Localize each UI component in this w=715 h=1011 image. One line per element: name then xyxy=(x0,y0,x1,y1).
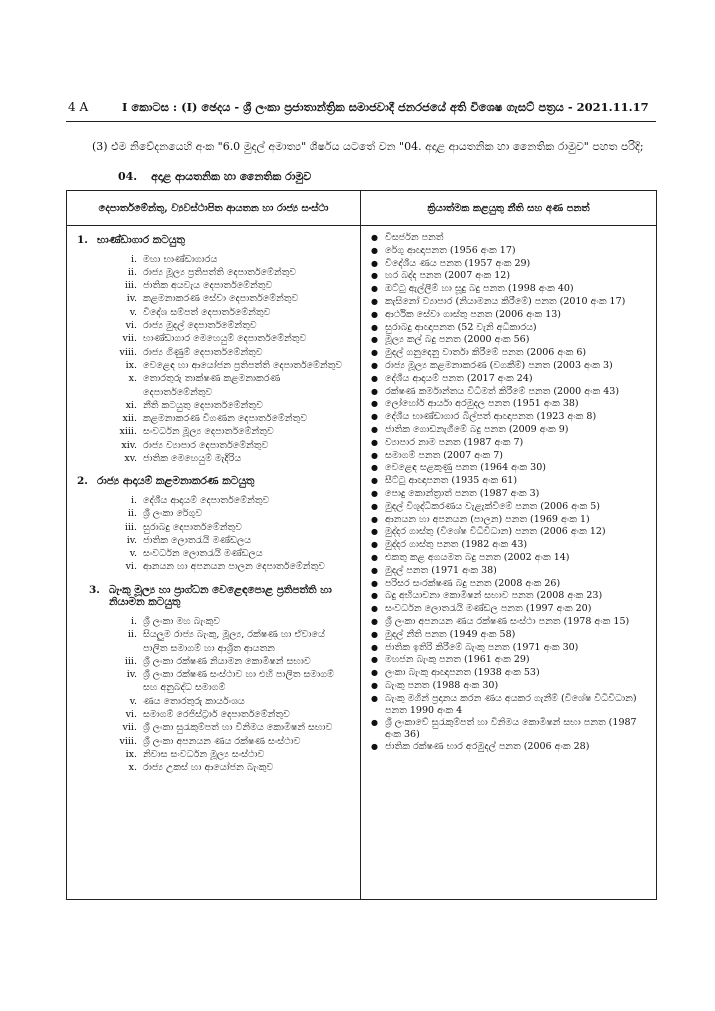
act-name: සීට්ටු ආඥාපනත (1935 අංක 61) xyxy=(385,475,518,487)
act-item xyxy=(371,437,650,450)
institution-item xyxy=(111,292,354,305)
institution-name: ජාතික ලොතරැයි මණ්ඩලය xyxy=(143,534,252,546)
group-title: බැංකු මූල්‍ය හා ප්‍රාග්ධන වෙළෙඳපොළ ප්‍රතිපත්ති හා නියාමන කටයුතු xyxy=(109,583,332,609)
institution-item xyxy=(111,695,354,708)
intro-paragraph: (3) එම නිවේදනයෙහි අංක "6.0 මුදල් අමාත්‍ය" ශීර්ෂය යටතේ වන "04. අදාළ ආයතනික හා නෛතික රාමුව" පහත පරිදි; xyxy=(92,140,644,153)
institution-name: තොරතුරු තාක්ෂණ කළමනාකරණ දෙපාර්තමේන්තුව xyxy=(143,373,281,398)
act-name: ලංකා බැංකු ආඥාපනත (1938 අංක 53) xyxy=(385,667,540,679)
institution-item xyxy=(111,628,354,655)
act-name: විදේශීය ණය පනත (1957 අංක 29) xyxy=(385,257,531,269)
act-item xyxy=(371,717,650,741)
item-numeral: xiii. xyxy=(119,426,137,438)
framework-table xyxy=(66,190,657,900)
bullet-icon: ● xyxy=(371,476,378,486)
act-name: විසර්ජන පනත් xyxy=(385,232,444,243)
institution-name: රාජ්‍ය මුදල් දෙපාර්තමේන්තුව xyxy=(143,320,257,332)
act-item xyxy=(371,450,650,463)
item-numeral: v. xyxy=(129,548,137,560)
institution-item xyxy=(111,279,354,292)
bullet-icon: ● xyxy=(371,245,378,255)
act-item xyxy=(371,462,650,475)
institution-name: ජාතික අයවැය දෙපාර්තමේන්තුව xyxy=(143,280,273,292)
group-heading xyxy=(77,475,354,488)
bullet-icon: ● xyxy=(371,540,378,550)
bullet-icon: ● xyxy=(371,668,378,678)
act-name: සමාගම් පනත (2007 අංක 7) xyxy=(385,449,503,461)
institutions-cell xyxy=(67,226,361,900)
act-name: රේගු ආඥාපනත (1956 අංක 17) xyxy=(385,244,516,256)
bullet-icon: ● xyxy=(371,642,378,652)
act-name: ජාතික ගොඩනැගීමේ බදු පනත (2009 අංක 9) xyxy=(385,423,569,435)
act-name: සුරාබදු ආඥාපනත (52 වැනි අධිකාරය) xyxy=(385,321,537,333)
institution-item xyxy=(111,452,354,465)
act-name: බැංකු මගින් ප්‍රදානය කරන ණය අයකර ගැනීම් (විශේෂ විධිවිධාන) පනත 1990 අංක 4 xyxy=(385,692,637,716)
group-number: 3. xyxy=(89,583,100,596)
bullet-icon: ● xyxy=(371,741,378,751)
bullet-icon: ● xyxy=(371,348,378,358)
acts-list xyxy=(371,232,650,754)
item-numeral: v. xyxy=(129,306,137,318)
bullet-icon: ● xyxy=(371,437,378,447)
institution-name: නීති කටයුතු දෙපාර්තමේන්තුව xyxy=(143,399,263,411)
institution-item xyxy=(111,306,354,319)
bullet-icon: ● xyxy=(371,296,378,306)
bullet-icon: ● xyxy=(371,488,378,498)
group-heading xyxy=(89,584,354,609)
act-name: මුදල් විශුද්ධිකරණය වැළැක්වීමේ පනත (2006 අංක 5) xyxy=(385,500,600,512)
act-item xyxy=(371,654,650,667)
institution-list xyxy=(77,253,354,466)
table-header-row xyxy=(67,191,657,226)
act-name: ජාතික ඉතිරි කිරීමේ බැංකු පනත (1971 අංක 30) xyxy=(385,641,579,653)
act-item xyxy=(371,309,650,322)
institution-name: ශ්‍රී ලංකා රේගුව xyxy=(143,508,203,520)
bullet-icon: ● xyxy=(371,373,378,383)
act-name: මුදල් ගනුදෙනු වාර්තා කිරීමේ පනත (2006 අංක 6) xyxy=(385,347,587,359)
institution-name: මහා භාණ්ඩාගාරය xyxy=(143,253,218,265)
act-item xyxy=(371,360,650,373)
act-item xyxy=(371,501,650,514)
act-name: මුදල් නීති පනත (1949 අංක 58) xyxy=(385,628,516,640)
institution-name: රාජ්‍ය උකස් හා ආයෝජන බැංකුව xyxy=(143,762,274,774)
bullet-icon: ● xyxy=(371,309,378,319)
item-numeral: xi. xyxy=(125,399,137,411)
institution-name: ශ්‍රී ලංකා අපනයන ණය රක්ෂණ සංස්ථාව xyxy=(143,735,301,747)
act-name: දේශීය ආදායම් පනත (2017 අංක 24) xyxy=(385,372,533,384)
institution-list xyxy=(77,615,354,775)
act-name: මුදල් පනත (1971 අංක 38) xyxy=(385,564,497,576)
act-item xyxy=(371,616,650,629)
bullet-icon: ● xyxy=(371,655,378,665)
bullet-icon: ● xyxy=(371,680,378,690)
institution-name: සමාගම් රෙජිස්ට්‍රාර් දෙපාර්තමේන්තුව xyxy=(143,708,290,720)
institution-item xyxy=(111,735,354,748)
item-numeral: vii. xyxy=(122,722,137,734)
item-numeral: viii. xyxy=(119,735,137,747)
bullet-icon: ● xyxy=(371,578,378,588)
act-item xyxy=(371,270,650,283)
institution-name: ජාතික මෙහෙයුම් මැදිරිය xyxy=(143,453,242,465)
institution-item xyxy=(111,761,354,774)
gazette-header-title: I කොටස : (I) ඡෙදය - ශ්‍රී ලංකා ප්‍රජාතාන්ත්‍රික සමාජවාදී ජනරජයේ අති විශෙෂ ගැසට් පත්‍රය - 2021.11.17 xyxy=(122,100,649,114)
institution-name: කළමනාකරණ සේවා දෙපාර්තමේන්තුව xyxy=(143,293,299,305)
act-name: එකතු කළ අගයමත බදු පනත (2002 අංක 14) xyxy=(385,551,570,563)
institution-name: වෙළෙඳ හා ආයෝජන ප්‍රතිපත්ති දෙපාර්තමේන්තුව xyxy=(143,359,343,371)
item-numeral: x. xyxy=(128,373,137,385)
act-item xyxy=(371,258,650,271)
institution-item xyxy=(111,359,354,372)
institution-item xyxy=(111,507,354,520)
act-item xyxy=(371,539,650,552)
act-item xyxy=(371,488,650,501)
act-item xyxy=(371,741,650,754)
institution-item xyxy=(111,655,354,668)
bullet-icon: ● xyxy=(371,463,378,473)
institution-name: රාජ්‍ය මූල්‍ය ප්‍රතිපත්ති දෙපාර්තමේන්තුව xyxy=(143,266,297,278)
institution-item xyxy=(111,425,354,438)
act-item xyxy=(371,603,650,616)
bullet-icon: ● xyxy=(371,591,378,601)
act-name: මහජන බැංකු පනත (1961 අංක 29) xyxy=(385,654,530,666)
act-item xyxy=(371,334,650,347)
bullet-icon: ● xyxy=(371,552,378,562)
act-item xyxy=(371,245,650,258)
institution-item xyxy=(111,412,354,425)
act-name: ලෝහෝර් ආර්යා අරමුදල පනත (1951 අංක 38) xyxy=(385,398,579,410)
act-item xyxy=(371,578,650,591)
column-header-institutions: දෙපාර්තමේන්තු, ව්‍යවස්ථාපිත ආයතන හා රාජ්‍ය සංස්ථා xyxy=(67,191,361,226)
bullet-icon: ● xyxy=(371,717,378,727)
item-numeral: vi. xyxy=(125,320,137,332)
act-item xyxy=(371,667,650,680)
group-title: රාජ්‍ය ආදායම් කළමනාකරණ කටයුතු xyxy=(97,475,255,488)
institution-item xyxy=(111,266,354,279)
act-item xyxy=(371,424,650,437)
institution-item xyxy=(111,332,354,345)
institution-name: ශ්‍රී ලංකා මහ බැංකුව xyxy=(143,615,221,627)
institution-name: නිවාස සංවර්ධන මූල්‍ය සංස්ථාව xyxy=(143,748,265,760)
item-numeral: i. xyxy=(130,253,137,265)
item-numeral: ii. xyxy=(127,629,137,641)
act-name: කැසිනෝ ව්‍යාපාර (නියාමනය කිරීමේ) පනත (2010 අංක 17) xyxy=(385,295,626,307)
institution-name: රාජ්‍ය ව්‍යාපාර දෙපාර්තමේන්තුව xyxy=(143,439,269,451)
bullet-icon: ● xyxy=(371,399,378,409)
act-name: මුද්දර ගාස්තු පනත (1982 අංක 43) xyxy=(385,539,528,551)
item-numeral: i. xyxy=(130,615,137,627)
section-title: අදාළ ආයතනික හා නෛතික රාමුව xyxy=(151,170,312,183)
act-item xyxy=(371,475,650,488)
institution-item xyxy=(111,399,354,412)
act-name: බැංකු පනත (1988 අංක 30) xyxy=(385,679,499,691)
bullet-icon: ● xyxy=(371,335,378,345)
institution-item xyxy=(111,615,354,628)
institution-name: සංවර්ධන මූල්‍ය දෙපාර්තමේන්තුව xyxy=(143,426,274,438)
item-numeral: iv. xyxy=(126,534,137,546)
item-numeral: x. xyxy=(128,762,137,774)
item-numeral: vi. xyxy=(125,561,137,573)
act-item xyxy=(371,590,650,603)
institution-name: ශ්‍රී ලංකා සුරැකුම්පත් හා විනිමය කොමිෂන් සභාව xyxy=(143,722,333,734)
bullet-icon: ● xyxy=(371,514,378,524)
item-numeral: viii. xyxy=(119,346,137,358)
institution-item xyxy=(111,521,354,534)
institution-name: කළමනාකරණ විගණන දෙපාර්තමේන්තුව xyxy=(143,413,308,425)
bullet-icon: ● xyxy=(371,284,378,294)
act-item xyxy=(371,283,650,296)
institution-name: ණය තොරතුරු කාර්යංශය xyxy=(143,695,245,707)
item-numeral: vi. xyxy=(125,708,137,720)
act-item xyxy=(371,514,650,527)
bullet-icon: ● xyxy=(371,271,378,281)
act-name: වෙළෙඳ සළකුණු පනත (1964 අංක 30) xyxy=(385,462,546,474)
bullet-icon: ● xyxy=(371,322,378,332)
act-item xyxy=(371,629,650,642)
institution-item xyxy=(111,372,354,399)
institution-item xyxy=(111,439,354,452)
item-numeral: ii. xyxy=(127,508,137,520)
bullet-icon: ● xyxy=(371,450,378,460)
bullet-icon: ● xyxy=(371,360,378,370)
institution-list xyxy=(77,494,354,574)
act-item xyxy=(371,693,650,717)
institution-item xyxy=(111,253,354,266)
page-number: 4 A xyxy=(68,100,89,114)
item-numeral: xv. xyxy=(124,453,137,465)
bullet-icon: ● xyxy=(371,424,378,434)
act-item xyxy=(371,322,650,335)
group-heading xyxy=(77,234,354,247)
item-numeral: ix. xyxy=(125,359,137,371)
act-item xyxy=(371,398,650,411)
institution-name: විදේශ සම්පත් දෙපාර්තමේන්තුව xyxy=(143,306,271,318)
act-name: ඔට්ටු ඇල්ලීම් හා සූදු බදු පනත (1998 අංක 40) xyxy=(385,283,574,295)
item-numeral: xii. xyxy=(122,413,137,425)
item-numeral: v. xyxy=(129,695,137,707)
act-name: ජාතික රක්ෂණ භාර අරමුදල් පනත (2006 අංක 28) xyxy=(385,740,590,752)
act-item xyxy=(371,526,650,539)
act-item xyxy=(371,373,650,386)
item-numeral: iii. xyxy=(124,280,137,292)
institution-name: භාණ්ඩාගාර මෙහෙයුම් දෙපාර්තමේන්තුව xyxy=(143,333,307,345)
institution-item xyxy=(111,547,354,560)
acts-cell xyxy=(361,226,657,900)
item-numeral: iv. xyxy=(126,669,137,681)
bullet-icon: ● xyxy=(371,693,378,703)
bullet-icon: ● xyxy=(371,527,378,537)
group-title: භාණ්ඩාගාර කටයුතු xyxy=(97,234,185,246)
institution-name: සංවර්ධන ලොතරැයි මණ්ඩලය xyxy=(143,548,263,560)
institution-item xyxy=(111,494,354,507)
bullet-icon: ● xyxy=(371,233,378,242)
act-item xyxy=(371,642,650,655)
institution-item xyxy=(111,708,354,721)
act-item xyxy=(371,347,650,360)
act-name: රාජ්‍ය මූල්‍ය කළමනාකරණ (වගකීම්) පනත (2003 අංක 3) xyxy=(385,359,613,371)
bullet-icon: ● xyxy=(371,616,378,626)
act-item xyxy=(371,386,650,399)
header-divider xyxy=(66,121,656,122)
bullet-icon: ● xyxy=(371,565,378,575)
institution-item xyxy=(111,748,354,761)
act-item xyxy=(371,552,650,565)
institution-name: ශ්‍රී ලංකා රක්ෂණ නියාමන කොමිෂන් සභාව xyxy=(143,655,311,667)
institution-item xyxy=(111,668,354,695)
act-name: පොදු කොන්ත්‍රාත් පනත (1987 අංක 3) xyxy=(385,487,540,499)
section-number: 04. xyxy=(118,170,138,183)
institution-name: සියලුම රාජ්‍ය බැංකු, මූල්‍ය, රක්ෂණ හා ඒවායේ පාලිත සමාගම් හා ආශ්‍රිත ආයතන xyxy=(143,629,325,654)
act-name: දේශීය භාණ්ඩාගාර බිල්පත් ආඥාපනත (1923 අංක 8) xyxy=(385,411,597,423)
item-numeral: iv. xyxy=(126,293,137,305)
bullet-icon: ● xyxy=(371,629,378,639)
act-name: රක්ෂණ කර්මාන්තය විධිමත් කිරීමේ පනත (2000 අංක 43) xyxy=(385,385,620,397)
institution-name: ආනයන හා අපනයන පාලන දෙපාර්තමේන්තුව xyxy=(143,561,326,573)
institution-name: ශ්‍රී ලංකා රක්ෂණ සංස්ථාව හා එහි පාලිත සමාගම් සහ අනුබද්ධ සමාගම් xyxy=(143,669,334,694)
act-name: ශ්‍රී ලංකා අපනයන ණය රක්ෂණ සංස්ථා පනත (1978 අංක 15) xyxy=(385,615,630,627)
institution-name: දේශීය ආදායම් දෙපාර්තමේන්තුව xyxy=(143,494,270,506)
act-name: ශ්‍රී ලංකාවේ සුරැකුම්පත් හා විනිමය කොමිෂන් සභා පනත (1987 අංක 36) xyxy=(385,716,637,740)
act-item xyxy=(371,680,650,693)
item-numeral: iii. xyxy=(124,521,137,533)
act-name: සංවර්ධන ලොතරැයි මණ්ඩල පනත (1997 අංක 20) xyxy=(385,603,592,615)
bullet-icon: ● xyxy=(371,501,378,511)
act-item xyxy=(371,232,650,245)
group-number: 2. xyxy=(77,475,88,488)
item-numeral: xiv. xyxy=(121,439,137,451)
item-numeral: ix. xyxy=(125,748,137,760)
act-item xyxy=(371,565,650,578)
bullet-icon: ● xyxy=(371,412,378,422)
act-name: පරිසර සංරක්ෂණ බදු පනත (2008 අංක 26) xyxy=(385,577,561,589)
bullet-icon: ● xyxy=(371,258,378,268)
item-numeral: i. xyxy=(130,494,137,506)
act-name: මුද්දර ගාස්තු (විශේෂ විධිවිධාන) පනත (2006 අංක 12) xyxy=(385,526,606,538)
institution-item xyxy=(111,346,354,359)
act-name: බදු අභියාචනා කොමිෂන් සභාව පනත (2008 අංක 23) xyxy=(385,590,603,602)
act-item xyxy=(371,296,650,309)
item-numeral: iii. xyxy=(124,655,137,667)
act-name: ආර්ථික සේවා ගාස්තු පනත (2006 අංක 13) xyxy=(385,308,561,320)
act-name: ආනයන හා අපනයන (පාලන) පනත (1969 අංක 1) xyxy=(385,513,590,525)
act-name: මූල්‍ය කල් බදු පනත (2000 අංක 56) xyxy=(385,334,530,346)
bullet-icon: ● xyxy=(371,604,378,614)
column-header-acts: ක්‍රියාත්මක කළයුතු නීති සහ අණ පනත් xyxy=(361,191,657,226)
institution-item xyxy=(111,319,354,332)
institution-item xyxy=(111,534,354,547)
act-item xyxy=(371,411,650,424)
table-body-row xyxy=(67,226,657,900)
bullet-icon: ● xyxy=(371,386,378,396)
institution-name: සුරාබදු දෙපාර්තමේන්තුව xyxy=(143,521,242,533)
item-numeral: vii. xyxy=(122,333,137,345)
act-name: හර බද්ද පනත (2007 අංක 12) xyxy=(385,270,511,282)
item-numeral: ii. xyxy=(127,266,137,278)
section-heading xyxy=(118,170,311,184)
institution-name: රාජ්‍ය ගිණුම් දෙපාර්තමේන්තුව xyxy=(143,346,263,358)
group-number: 1. xyxy=(77,234,88,246)
institution-item xyxy=(111,560,354,573)
act-name: ව්‍යාපාර නාම පනත (1987 අංක 7) xyxy=(385,436,524,448)
institution-item xyxy=(111,721,354,734)
